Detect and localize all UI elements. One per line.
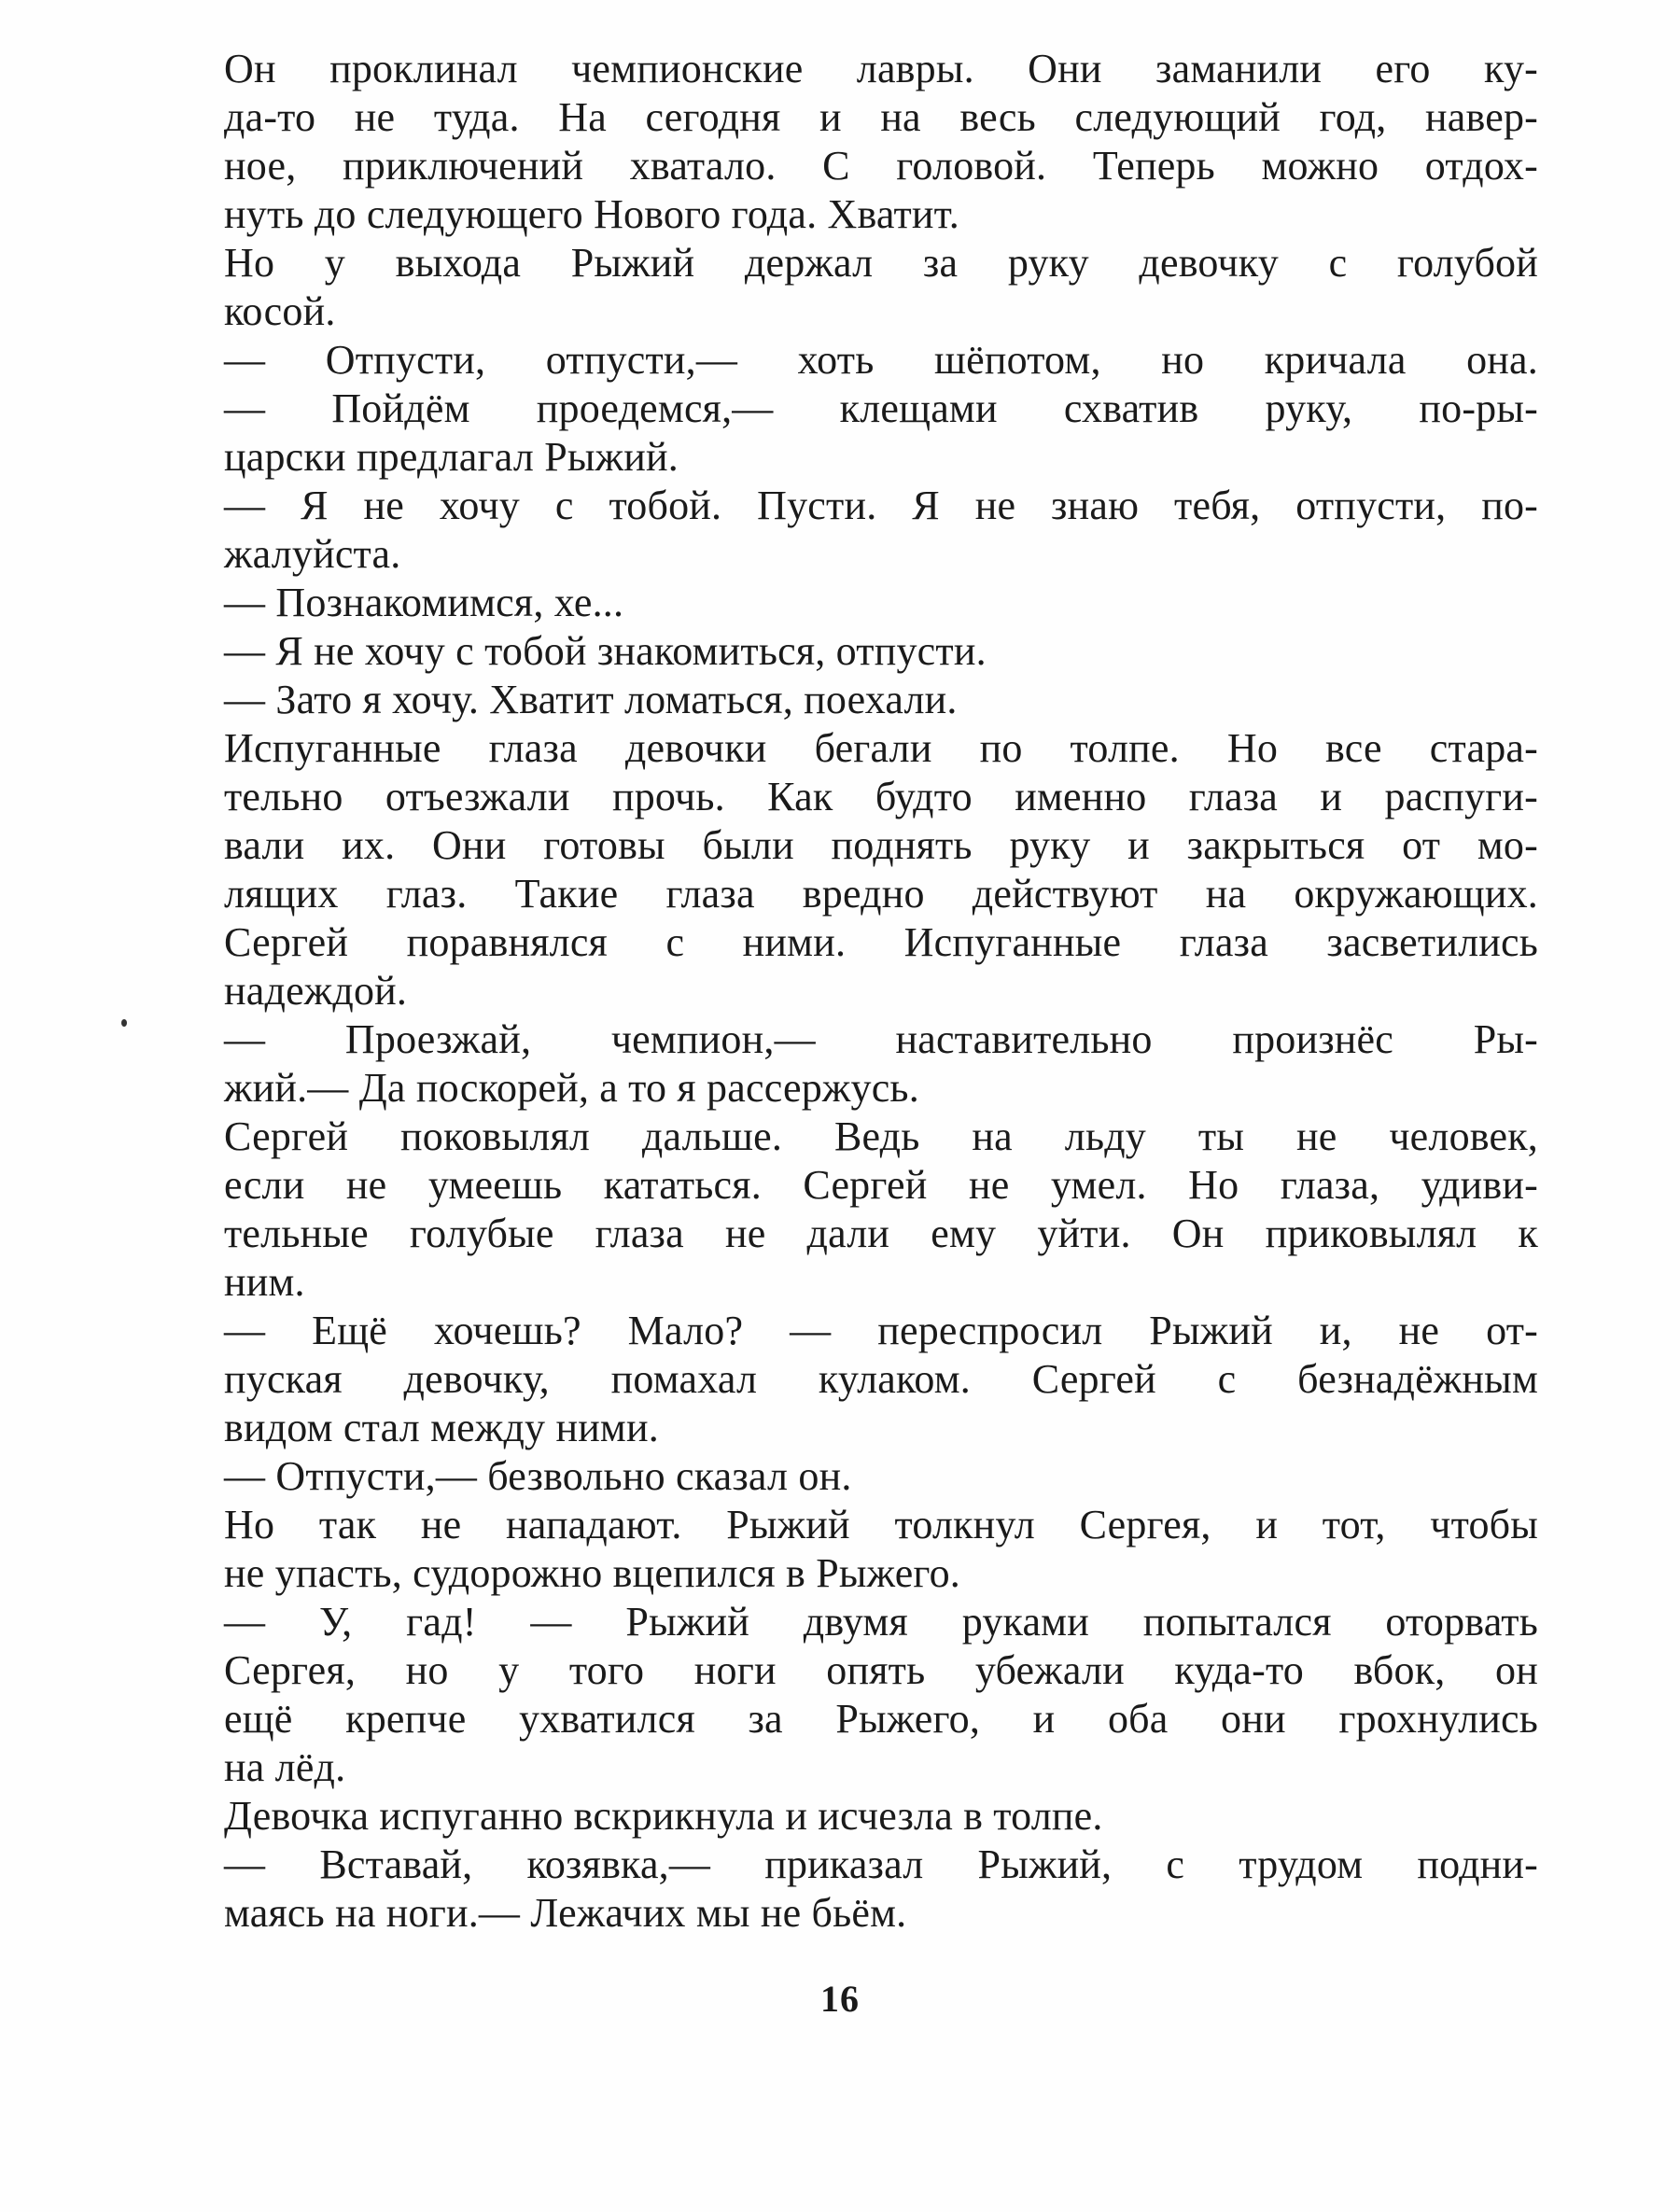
text-line: ним. — [224, 1259, 305, 1305]
text-line: вали их. Они готовы были поднять руку и закрыться от мо- — [224, 822, 1538, 868]
text-line: — Вставай, козявка,— приказал Рыжий, с трудом подни- — [224, 1841, 1538, 1887]
text-line: — Пойдём проедемся,— клещами схватив руку, по-ры- — [224, 385, 1538, 431]
text-line: — Проезжай, чемпион,— наставительно произнёс Ры- — [224, 1016, 1538, 1062]
text-line: надеждой. — [224, 968, 408, 1014]
text-line: Сергей поравнялся с ними. Испуганные глаза засветились — [224, 919, 1538, 965]
text-line: лящих глаз. Такие глаза вредно действуют на окружающих. — [224, 871, 1538, 917]
text-line: — Зато я хочу. Хватит ломаться, поехали. — [224, 677, 958, 722]
text-line: — Я не хочу с тобой. Пусти. Я не знаю тебя, отпусти, по- — [224, 483, 1538, 528]
text-line: если не умеешь кататься. Сергей не умел. Но глаза, удиви- — [224, 1162, 1538, 1208]
text-line: — Я не хочу с тобой знакомиться, отпусти. — [224, 628, 987, 674]
text-line: — Отпусти, отпусти,— хоть шёпотом, но кричала она. — [224, 337, 1538, 383]
text-line: видом стал между ними. — [224, 1405, 659, 1450]
text-line: Но у выхода Рыжий держал за руку девочку с голубой — [224, 240, 1538, 286]
text-line: Он проклинал чемпионские лавры. Они заманили его ку- — [224, 46, 1538, 91]
print-speck — [121, 1019, 127, 1027]
text-line: — У, гад! — Рыжий двумя руками попытался оторвать — [224, 1599, 1538, 1645]
text-line: Но так не нападают. Рыжий толкнул Сергея, и тот, чтобы — [224, 1502, 1538, 1547]
text-line: ное, приключений хватало. С головой. Теперь можно отдох- — [224, 143, 1538, 189]
page-number: 16 — [820, 1978, 860, 2020]
text-line: да-то не туда. На сегодня и на весь следующий год, навер- — [224, 94, 1538, 140]
text-line: на лёд. — [224, 1744, 346, 1790]
text-line: не упасть, судорожно вцепился в Рыжего. — [224, 1550, 960, 1596]
text-line: тельные голубые глаза не дали ему уйти. Он приковылял к — [224, 1211, 1538, 1256]
text-line: — Ещё хочешь? Мало? — переспросил Рыжий и, не от- — [224, 1308, 1538, 1353]
text-line: Испуганные глаза девочки бегали по толпе. Но все стара- — [224, 725, 1538, 771]
text-line: царски предлагал Рыжий. — [224, 434, 679, 480]
text-line: маясь на ноги.— Лежачих мы не бьём. — [224, 1890, 907, 1936]
text-line: Девочка испуганно вскрикнула и исчезла в толпе. — [224, 1793, 1103, 1839]
text-line: тельно отъезжали прочь. Как будто именно глаза и распуги- — [224, 774, 1538, 819]
text-line: нуть до следующего Нового года. Хватит. — [224, 191, 959, 237]
text-line: пуская девочку, помахал кулаком. Сергей с безнадёжным — [224, 1356, 1538, 1402]
text-line: косой. — [224, 288, 336, 334]
text-line: ещё крепче ухватился за Рыжего, и оба они грохнулись — [224, 1696, 1538, 1742]
text-line: — Отпусти,— безвольно сказал он. — [224, 1453, 852, 1499]
text-line: жалуйста. — [224, 531, 401, 577]
text-line: — Познакомимся, хе... — [224, 580, 624, 625]
text-line: Сергей поковылял дальше. Ведь на льду ты не человек, — [224, 1113, 1538, 1159]
text-line: жий.— Да поскорей, а то я рассержусь. — [224, 1065, 919, 1111]
text-line: Сергея, но у того ноги опять убежали куда-то вбок, он — [224, 1647, 1538, 1693]
body-text — [224, 45, 1538, 1938]
